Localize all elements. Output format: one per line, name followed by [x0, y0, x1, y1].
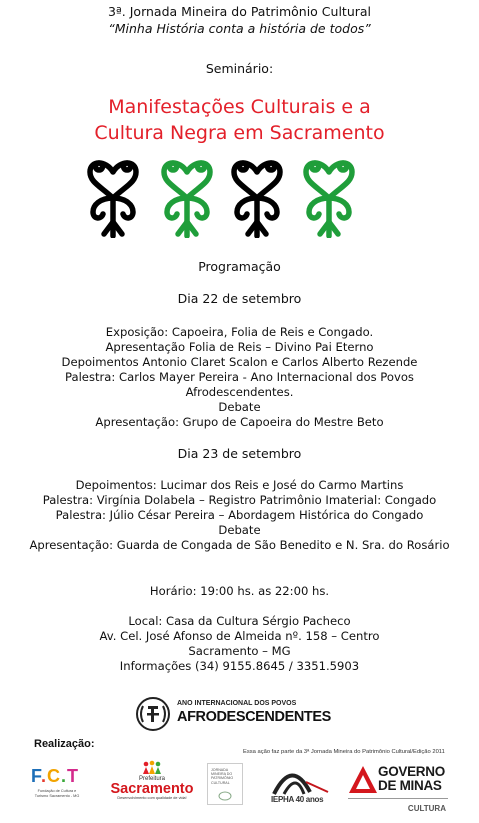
- governo-cultura-label: CULTURA: [407, 804, 446, 813]
- ano-logo-line1: ANO INTERNACIONAL DOS POVOS: [177, 700, 297, 707]
- day1-line: Apresentação Folia de Reis – Divino Pai Eterno: [105, 340, 374, 354]
- day2-title: Dia 23 de setembro: [177, 446, 302, 461]
- jornada-mineira-logo: [207, 763, 243, 805]
- sankofa-adinkra-heart-icon: [84, 156, 142, 238]
- edition-note: Essa ação faz parte da 3ª Jornada Mineira do Patrimônio Cultural/Edição 2011: [243, 749, 445, 755]
- day2-line: Apresentação: Guarda de Congada de São Benedito e N. Sra. do Rosário: [29, 538, 450, 552]
- day1-title: Dia 22 de setembro: [177, 291, 302, 306]
- fct-logo-text: F.C.T: [31, 766, 80, 786]
- realizacao-label: Realização:: [34, 738, 95, 750]
- day1-line: Depoimentos Antonio Claret Scalon e Carlos Alberto Rezende: [61, 355, 418, 369]
- header-slogan: “Minha História conta a história de todos”: [108, 21, 371, 36]
- governo-label-line1: GOVERNO: [378, 764, 445, 779]
- day1-line: Apresentação: Grupo de Capoeira do Mestre Beto: [95, 415, 384, 429]
- schedule-time: Horário: 19:00 hs. as 22:00 hs.: [149, 584, 330, 598]
- iepha-arch-icon: [270, 762, 332, 796]
- jornada-logo-text: JORNADA MINEIRA DO PATRIMÔNIO CULTURAL: [211, 768, 234, 785]
- venue-line: Sacramento – MG: [188, 644, 291, 658]
- header-seminar: Seminário:: [205, 61, 274, 76]
- jornada-emblem-icon: [218, 791, 232, 801]
- day1-line: Exposição: Capoeira, Folia de Reis e Congado.: [105, 325, 374, 339]
- day2-line: Palestra: Virgínia Dolabela – Registro Patrimônio Imaterial: Congado: [42, 493, 437, 507]
- prefeitura-label: Prefeitura: [138, 776, 165, 782]
- governo-de-minas-logo: [348, 765, 448, 811]
- governo-label-line2: DE MINAS: [378, 778, 442, 793]
- day1-line: Afrodescendentes.: [185, 385, 294, 399]
- event-title-line2: Cultura Negra em Sacramento: [94, 122, 385, 144]
- prefeitura-sacramento-logo: [108, 760, 196, 806]
- event-title-line1: Manifestações Culturais e a: [108, 96, 371, 118]
- minas-triangle-icon: [348, 765, 378, 795]
- sankofa-adinkra-heart-icon: [300, 156, 358, 238]
- ano-afrodescendentes-logo: [135, 694, 331, 734]
- venue-line: Av. Cel. José Afonso de Almeida nº. 158 – Centro: [99, 629, 380, 643]
- contact-phone: Informações (34) 9155.8645 / 3351.5903: [119, 659, 360, 673]
- day2-line: Palestra: Júlio César Pereira – Abordagem Histórica do Congado: [55, 508, 424, 522]
- governo-divider: [348, 798, 448, 799]
- iepha-label: IEPHA 40 anos: [271, 795, 324, 804]
- day2-line: Debate: [218, 523, 261, 537]
- day2-line: Depoimentos: Lucimar dos Reis e José do Carmo Martins: [75, 478, 404, 492]
- ano-logo-line2: AFRODESCENDENTES: [177, 709, 331, 725]
- un-laurel-icon: [135, 696, 171, 732]
- day1-line: Debate: [218, 400, 261, 414]
- adinkra-symbols: [0, 156, 479, 238]
- day1-line: Palestra: Carlos Mayer Pereira - Ano Internacional dos Povos: [65, 370, 414, 384]
- header-jornada: 3ª. Jornada Mineira do Patrimônio Cultural: [107, 4, 372, 19]
- iepha-logo: [270, 762, 332, 806]
- sankofa-adinkra-heart-icon: [228, 156, 286, 238]
- sankofa-adinkra-heart-icon: [158, 156, 216, 238]
- program-heading: Programação: [198, 259, 281, 274]
- fct-logo: [31, 760, 85, 806]
- people-figures-icon: [142, 760, 162, 776]
- venue-line: Local: Casa da Cultura Sérgio Pacheco: [128, 614, 351, 628]
- sacramento-label: Sacramento: [110, 781, 194, 797]
- prefeitura-tagline: Desenvolvimento com qualidade de vida!: [117, 796, 187, 800]
- fct-logo-caption: Fundação de Cultura e Turismo Sacramento - MG: [34, 789, 80, 798]
